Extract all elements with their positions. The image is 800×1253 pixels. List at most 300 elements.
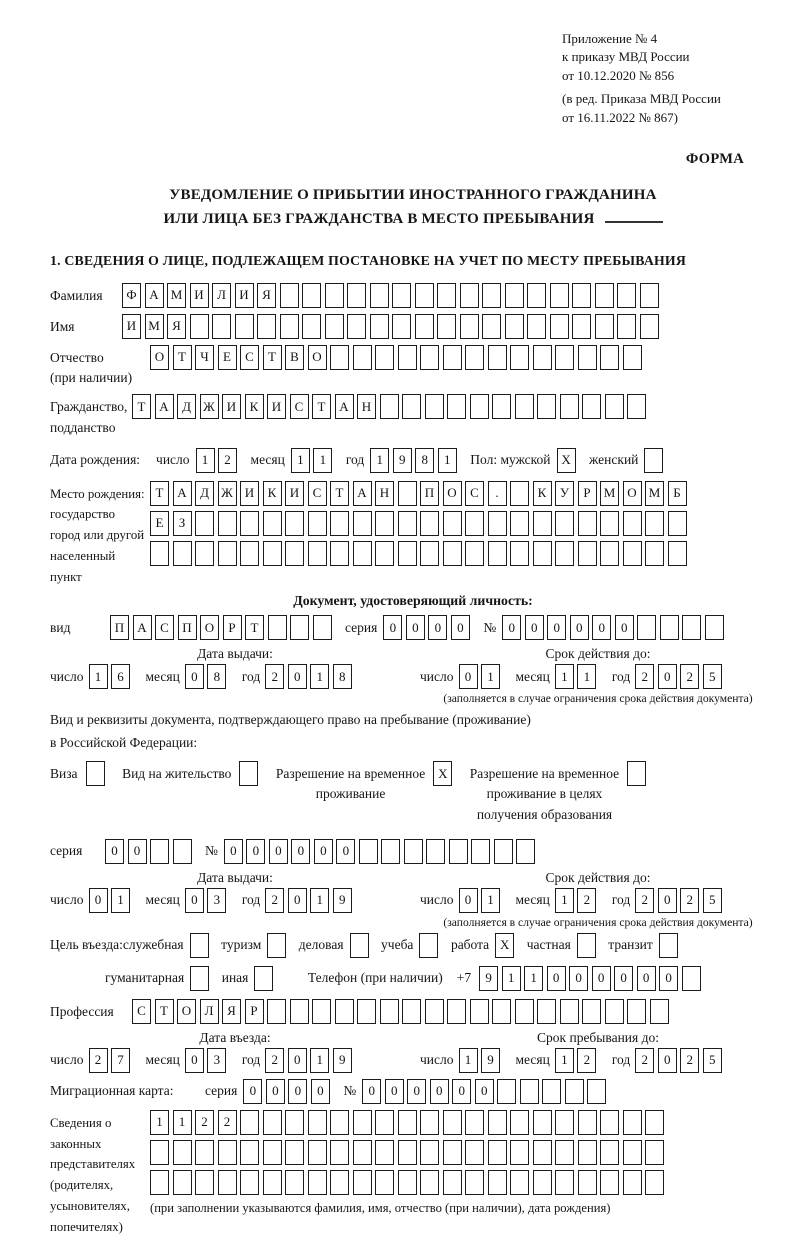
char-cell: [420, 1110, 439, 1135]
char-cell: [190, 933, 209, 958]
char-cell: 9: [479, 966, 498, 991]
char-cell: Ф: [122, 283, 141, 308]
char-cell: П: [420, 481, 439, 506]
valid-day-cells: [459, 664, 504, 689]
char-cell: [520, 1079, 539, 1104]
phone-prefix: +7: [456, 970, 472, 986]
char-cell: 0: [428, 615, 447, 640]
char-cell: 0: [288, 664, 307, 689]
birth-day-cells: [196, 448, 241, 473]
char-cell: [437, 283, 456, 308]
char-cell: Т: [155, 999, 174, 1024]
char-cell: 0: [288, 888, 307, 913]
migration-card-label: Миграционная карта:: [50, 1083, 174, 1099]
char-cell: [494, 839, 513, 864]
char-cell: 1: [291, 448, 310, 473]
char-cell: 0: [314, 839, 333, 864]
char-cell: [537, 394, 556, 419]
char-cell: [505, 283, 524, 308]
char-cell: 8: [333, 664, 352, 689]
birth-month-cells: [291, 448, 336, 473]
section-1-heading: 1. СВЕДЕНИЯ О ЛИЦЕ, ПОДЛЕЖАЩЕМ ПОСТАНОВКЕ НА УЧЕТ ПО МЕСТУ ПРЕБЫВАНИЯ: [50, 252, 687, 268]
number-word: №: [343, 1083, 357, 1099]
char-cell: [470, 394, 489, 419]
char-cell: [195, 541, 214, 566]
char-cell: 0: [502, 615, 521, 640]
char-cell: [190, 966, 209, 991]
char-cell: 1: [370, 448, 389, 473]
profession-cells: [132, 999, 672, 1024]
char-cell: Т: [245, 615, 264, 640]
char-cell: [353, 511, 372, 536]
char-cell: [330, 541, 349, 566]
birth-year-cells: [370, 448, 460, 473]
char-cell: [173, 1170, 192, 1195]
char-cell: [398, 345, 417, 370]
char-cell: М: [167, 283, 186, 308]
char-cell: [402, 999, 421, 1024]
birth-place-row: [50, 481, 776, 588]
char-cell: [515, 999, 534, 1024]
char-cell: [285, 1140, 304, 1165]
char-cell: [582, 999, 601, 1024]
char-cell: [465, 1110, 484, 1135]
char-cell: [565, 1079, 584, 1104]
char-cell: Я: [222, 999, 241, 1024]
char-cell: С: [290, 394, 309, 419]
char-cell: 1: [459, 1048, 478, 1073]
month-word: месяц: [515, 1052, 550, 1068]
study-checkbox: [419, 933, 442, 958]
char-cell: 0: [336, 839, 355, 864]
char-cell: С: [465, 481, 484, 506]
representatives-note: (при заполнении указываются фамилия, имя, отчество (при наличии), дата рождения): [150, 1200, 611, 1215]
char-cell: [325, 283, 344, 308]
char-cell: 0: [459, 888, 478, 913]
char-cell: [555, 1170, 574, 1195]
char-cell: 3: [207, 1048, 226, 1073]
char-cell: К: [533, 481, 552, 506]
char-cell: [443, 1110, 462, 1135]
char-cell: [516, 839, 535, 864]
char-cell: [447, 999, 466, 1024]
char-cell: Р: [245, 999, 264, 1024]
char-cell: [437, 314, 456, 339]
sex-male-label: Пол: мужской: [470, 452, 551, 468]
char-cell: 7: [111, 1048, 130, 1073]
char-cell: [605, 394, 624, 419]
firstname-label: Имя: [50, 318, 75, 334]
char-cell: [582, 394, 601, 419]
char-cell: 0: [311, 1079, 330, 1104]
char-cell: 0: [243, 1079, 262, 1104]
tourism-checkbox: [267, 933, 290, 958]
citizenship-row: [50, 394, 776, 438]
char-cell: [263, 511, 282, 536]
month-word: месяц: [145, 892, 180, 908]
char-cell: [419, 933, 438, 958]
identity-doc-row: [50, 615, 776, 640]
resident-doc-series-row: [50, 839, 776, 864]
char-cell: [280, 283, 299, 308]
char-cell: [257, 314, 276, 339]
char-cell: 1: [196, 448, 215, 473]
char-cell: [330, 1110, 349, 1135]
char-cell: [285, 1170, 304, 1195]
purpose-row-1: [50, 933, 776, 958]
char-cell: [212, 314, 231, 339]
char-cell: А: [155, 394, 174, 419]
citizenship-cells: [132, 394, 650, 419]
option-residence-permit: Вид на жительство: [122, 761, 262, 786]
year-word: год: [241, 668, 261, 684]
char-cell: [488, 511, 507, 536]
year-word: год: [611, 892, 631, 908]
char-cell: [195, 511, 214, 536]
char-cell: [668, 511, 687, 536]
valid-day-cells: [459, 888, 504, 913]
char-cell: [308, 511, 327, 536]
residence-checkbox: [239, 761, 262, 786]
char-cell: 0: [547, 966, 566, 991]
issued-month-cells: [185, 888, 230, 913]
char-cell: [330, 511, 349, 536]
char-cell: 2: [680, 1048, 699, 1073]
char-cell: [425, 999, 444, 1024]
char-cell: 0: [430, 1079, 449, 1104]
visa-checkbox: [86, 761, 109, 786]
char-cell: [285, 511, 304, 536]
char-cell: [465, 1140, 484, 1165]
char-cell: [572, 283, 591, 308]
char-cell: [285, 1110, 304, 1135]
char-cell: [627, 761, 646, 786]
char-cell: [659, 933, 678, 958]
char-cell: 0: [105, 839, 124, 864]
char-cell: [482, 283, 501, 308]
char-cell: [425, 394, 444, 419]
char-cell: Ж: [200, 394, 219, 419]
resident-doc-options: [50, 761, 776, 825]
char-cell: З: [173, 511, 192, 536]
private-checkbox: [577, 933, 600, 958]
stay-until-heading: Срок пребывания до:: [537, 1029, 659, 1045]
edu-residence-checkbox: [627, 761, 650, 786]
char-cell: [668, 541, 687, 566]
char-cell: 0: [592, 615, 611, 640]
char-cell: К: [263, 481, 282, 506]
char-cell: [533, 345, 552, 370]
char-cell: 2: [265, 1048, 284, 1073]
temp-residence-checkbox: [433, 761, 456, 786]
valid-heading: Срок действия до:: [545, 869, 651, 885]
char-cell: И: [240, 481, 259, 506]
char-cell: Т: [150, 481, 169, 506]
char-cell: [330, 345, 349, 370]
sex-female-label: женский: [589, 452, 639, 468]
char-cell: [302, 314, 321, 339]
char-cell: [623, 1110, 642, 1135]
char-cell: [380, 394, 399, 419]
char-cell: [510, 511, 529, 536]
char-cell: [235, 314, 254, 339]
valid-month-cells: [555, 888, 600, 913]
char-cell: [173, 1140, 192, 1165]
char-cell: 0: [385, 1079, 404, 1104]
char-cell: 0: [659, 966, 678, 991]
char-cell: 3: [207, 888, 226, 913]
char-cell: [240, 1140, 259, 1165]
char-cell: 0: [266, 1079, 285, 1104]
transit-checkbox: [659, 933, 682, 958]
char-cell: [195, 1170, 214, 1195]
char-cell: [645, 1170, 664, 1195]
char-cell: 1: [481, 664, 500, 689]
char-cell: 2: [218, 1110, 237, 1135]
birth-place-cells: [150, 481, 690, 571]
char-cell: [645, 1140, 664, 1165]
char-cell: М: [145, 314, 164, 339]
char-cell: [527, 314, 546, 339]
char-cell: Н: [375, 481, 394, 506]
char-cell: [263, 1140, 282, 1165]
char-cell: 0: [547, 615, 566, 640]
char-cell: 1: [310, 888, 329, 913]
sex-male-checkbox: [557, 448, 580, 473]
char-cell: [86, 761, 105, 786]
char-cell: 0: [288, 1079, 307, 1104]
char-cell: 0: [451, 615, 470, 640]
char-cell: 0: [475, 1079, 494, 1104]
identity-doc-dates: [50, 646, 776, 705]
birth-place-line-3: [150, 541, 690, 566]
char-cell: 1: [502, 966, 521, 991]
char-cell: [443, 541, 462, 566]
char-cell: [285, 541, 304, 566]
char-cell: [402, 394, 421, 419]
business-checkbox: [350, 933, 373, 958]
option-visa: Виза: [50, 761, 108, 786]
char-cell: [470, 999, 489, 1024]
day-word: число: [50, 668, 84, 684]
char-cell: [488, 1140, 507, 1165]
char-cell: [150, 541, 169, 566]
identity-doc-heading: Документ, удостоверяющий личность:: [293, 593, 533, 609]
char-cell: [420, 541, 439, 566]
char-cell: 0: [185, 664, 204, 689]
char-cell: 2: [577, 888, 596, 913]
char-cell: 1: [310, 1048, 329, 1073]
char-cell: 0: [89, 888, 108, 913]
char-cell: [420, 345, 439, 370]
birth-place-line-1: [150, 481, 690, 506]
valid-year-cells: [635, 664, 725, 689]
representatives-line-3: [150, 1170, 668, 1195]
char-cell: [375, 1170, 394, 1195]
issued-year-cells: [265, 664, 355, 689]
char-cell: А: [145, 283, 164, 308]
firstname-row: [50, 314, 776, 339]
day-word: число: [420, 1052, 454, 1068]
char-cell: [644, 448, 663, 473]
char-cell: 5: [703, 1048, 722, 1073]
char-cell: [443, 345, 462, 370]
char-cell: [623, 1140, 642, 1165]
char-cell: 0: [459, 664, 478, 689]
char-cell: [555, 1140, 574, 1165]
char-cell: [347, 283, 366, 308]
char-cell: О: [150, 345, 169, 370]
char-cell: [375, 1110, 394, 1135]
char-cell: 0: [128, 839, 147, 864]
resident-number-cells: [224, 839, 539, 864]
blank-underline: [605, 221, 663, 223]
entry-year-cells: [265, 1048, 355, 1073]
series-word: серия: [50, 843, 83, 859]
char-cell: [420, 1140, 439, 1165]
option-temp-residence: Разрешение на временное проживание X: [276, 761, 456, 805]
char-cell: [375, 1140, 394, 1165]
day-word: число: [50, 892, 84, 908]
char-cell: [392, 314, 411, 339]
char-cell: [460, 314, 479, 339]
migration-number-cells: [362, 1079, 610, 1104]
char-cell: П: [178, 615, 197, 640]
char-cell: [627, 999, 646, 1024]
char-cell: [605, 999, 624, 1024]
char-cell: [537, 999, 556, 1024]
char-cell: [218, 1170, 237, 1195]
char-cell: [623, 345, 642, 370]
char-cell: [280, 314, 299, 339]
char-cell: 0: [658, 664, 677, 689]
char-cell: [510, 1140, 529, 1165]
char-cell: Е: [218, 345, 237, 370]
char-cell: 0: [452, 1079, 471, 1104]
representatives-label: Сведения о законных представителях (родителях, усыновителях, попечителях): [50, 1115, 136, 1234]
char-cell: 0: [224, 839, 243, 864]
char-cell: [617, 283, 636, 308]
char-cell: С: [240, 345, 259, 370]
char-cell: [595, 283, 614, 308]
char-cell: [471, 839, 490, 864]
month-word: месяц: [250, 452, 285, 468]
char-cell: [312, 999, 331, 1024]
form-label: ФОРМА: [685, 151, 744, 168]
doc-series-label: серия: [345, 619, 378, 635]
char-cell: [268, 615, 287, 640]
number-word: №: [205, 843, 218, 859]
doc-number-cells: [502, 615, 727, 640]
char-cell: 0: [407, 1079, 426, 1104]
surname-label: Фамилия: [50, 287, 103, 303]
representatives-line-1: [150, 1110, 668, 1135]
char-cell: Т: [330, 481, 349, 506]
char-cell: 0: [269, 839, 288, 864]
char-cell: [398, 541, 417, 566]
header-line: Приложение № 4: [562, 31, 658, 46]
char-cell: [560, 394, 579, 419]
char-cell: [267, 933, 286, 958]
char-cell: [375, 345, 394, 370]
char-cell: [527, 283, 546, 308]
birth-place-label: Место рождения: государство город или другой населенный пункт: [50, 486, 145, 584]
char-cell: [660, 615, 679, 640]
char-cell: [443, 511, 462, 536]
char-cell: 9: [481, 1048, 500, 1073]
entry-day-cells: [89, 1048, 134, 1073]
year-word: год: [241, 892, 261, 908]
char-cell: 0: [383, 615, 402, 640]
char-cell: [705, 615, 724, 640]
char-cell: [637, 615, 656, 640]
entry-date-heading: Дата въезда:: [199, 1029, 271, 1045]
char-cell: [542, 1079, 561, 1104]
char-cell: [359, 839, 378, 864]
year-word: год: [241, 1052, 261, 1068]
char-cell: [510, 1110, 529, 1135]
char-cell: [555, 541, 574, 566]
purpose-label: Цель въезда:: [50, 937, 123, 953]
char-cell: И: [222, 394, 241, 419]
profession-row: [50, 999, 776, 1024]
char-cell: [447, 394, 466, 419]
char-cell: [150, 839, 169, 864]
char-cell: 2: [680, 888, 699, 913]
char-cell: [492, 394, 511, 419]
title-line-2: ИЛИ ЛИЦА БЕЗ ГРАЖДАНСТВА В МЕСТО ПРЕБЫВАНИЯ: [50, 208, 776, 231]
char-cell: 9: [333, 888, 352, 913]
char-cell: 2: [265, 664, 284, 689]
char-cell: 0: [615, 615, 634, 640]
char-cell: [510, 481, 529, 506]
char-cell: [550, 314, 569, 339]
char-cell: Т: [263, 345, 282, 370]
char-cell: 0: [614, 966, 633, 991]
char-cell: X: [557, 448, 576, 473]
char-cell: [550, 283, 569, 308]
char-cell: [465, 1170, 484, 1195]
issued-month-cells: [185, 664, 230, 689]
citizenship-label: Гражданство, подданство: [50, 399, 128, 435]
char-cell: [404, 839, 423, 864]
char-cell: [347, 314, 366, 339]
char-cell: С: [132, 999, 151, 1024]
day-word: число: [156, 452, 190, 468]
char-cell: 8: [415, 448, 434, 473]
char-cell: 8: [207, 664, 226, 689]
char-cell: [600, 541, 619, 566]
char-cell: 1: [313, 448, 332, 473]
char-cell: [263, 1170, 282, 1195]
char-cell: 1: [89, 664, 108, 689]
purpose-private: частная: [527, 933, 600, 958]
char-cell: [465, 511, 484, 536]
purpose-study: учеба: [381, 933, 442, 958]
char-cell: [398, 1140, 417, 1165]
purpose-row-2: [105, 966, 776, 991]
char-cell: 2: [218, 448, 237, 473]
char-cell: Ж: [218, 481, 237, 506]
surname-cells: [122, 283, 662, 308]
purpose-work: работа X: [451, 933, 518, 958]
char-cell: [263, 541, 282, 566]
char-cell: [375, 541, 394, 566]
char-cell: [627, 394, 646, 419]
char-cell: И: [267, 394, 286, 419]
char-cell: [313, 615, 332, 640]
char-cell: Я: [167, 314, 186, 339]
